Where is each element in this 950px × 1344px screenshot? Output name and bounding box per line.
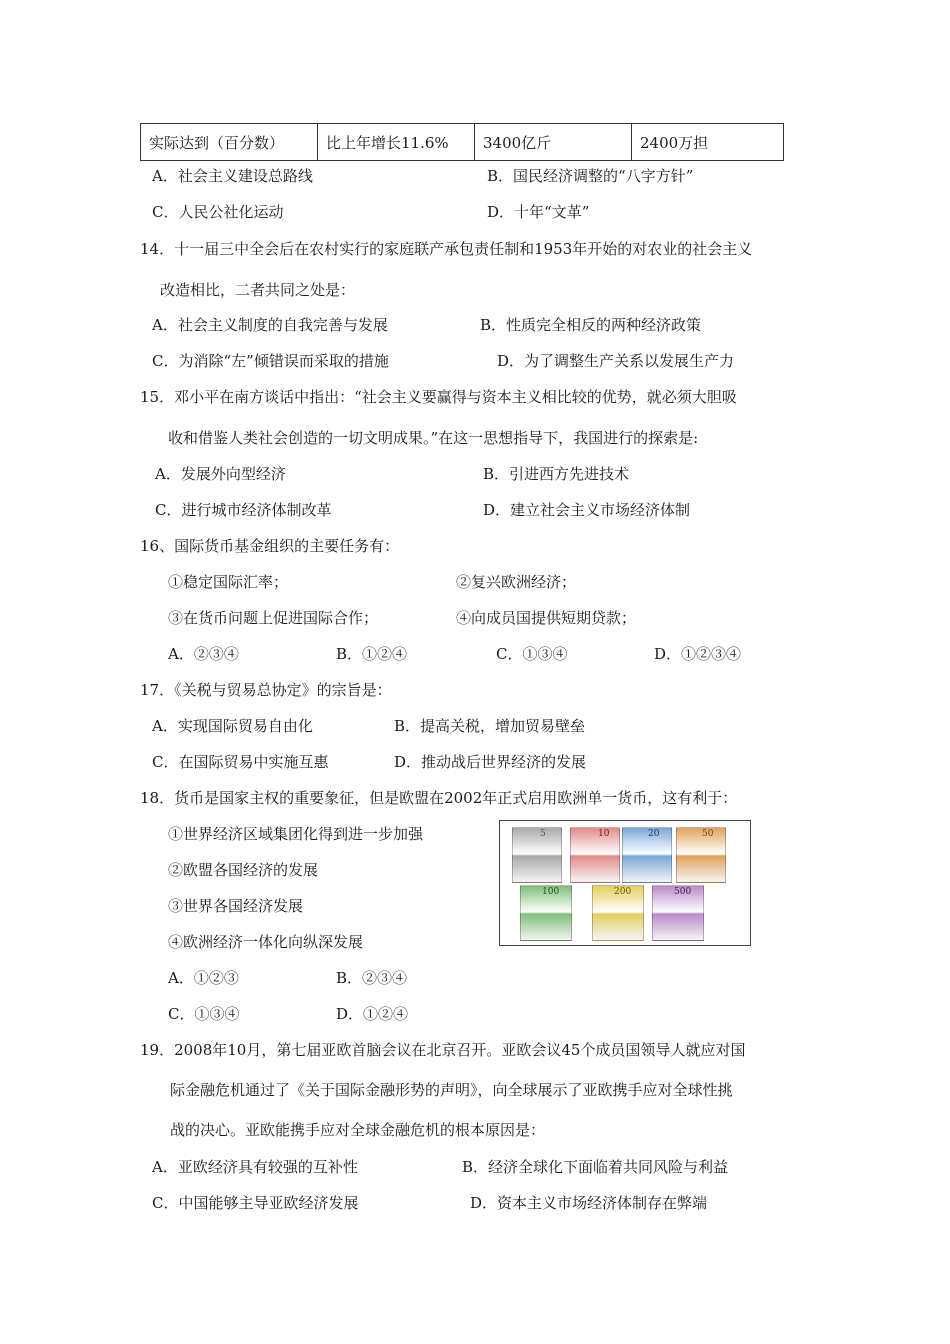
table-cell: 3400亿斤	[475, 124, 632, 161]
q18-item-4: ④欧洲经济一体化向纵深发展	[168, 933, 364, 951]
banknote-100-label: 100	[542, 887, 560, 897]
banknote-200-label: 200	[614, 887, 632, 897]
table-cell: 实际达到（百分数）	[141, 124, 318, 161]
q19-option-d[interactable]: D．资本主义市场经济体制存在弊端	[470, 1194, 708, 1212]
q18-item-2: ②欧盟各国经济的发展	[168, 861, 319, 879]
q16-option-d[interactable]: D．①②③④	[654, 645, 742, 663]
q15-option-c[interactable]: C．进行城市经济体制改革	[155, 501, 332, 519]
table-cell: 比上年增长11.6%	[318, 124, 475, 161]
q19-stem-line2: 际金融危机通过了《关于国际金融形势的声明》，向全球展示了亚欧携手应对全球性挑	[170, 1081, 733, 1099]
q18-item-3: ③世界各国经济发展	[168, 897, 304, 915]
banknote-50-label: 50	[702, 829, 714, 839]
q14-option-d[interactable]: D．为了调整生产关系以发展生产力	[497, 352, 735, 370]
q19-option-a[interactable]: A．亚欧经济具有较强的互补性	[152, 1158, 358, 1176]
q13-option-b[interactable]: B．国民经济调整的“八字方针”	[487, 167, 694, 185]
banknote-20	[622, 827, 672, 883]
q19-option-c[interactable]: C．中国能够主导亚欧经济发展	[152, 1194, 359, 1212]
q19-option-b[interactable]: B．经济全球化下面临着共同风险与利益	[462, 1158, 729, 1176]
table-row	[141, 124, 784, 161]
q16-item-1: ①稳定国际汇率；	[168, 573, 289, 591]
banknote-10-label: 10	[598, 829, 610, 839]
q18-option-d[interactable]: D．①②④	[336, 1005, 409, 1023]
q17-option-c[interactable]: C．在国际贸易中实施互惠	[152, 753, 329, 771]
q18-stem: 18．货币是国家主权的重要象征，但是欧盟在2002年正式启用欧洲单一货币，这有利于：	[140, 789, 738, 807]
q14-option-c[interactable]: C．为消除“左”倾错误而采取的措施	[152, 352, 389, 370]
q18-option-a[interactable]: A．①②③	[168, 969, 239, 987]
q19-stem-line1: 19．2008年10月，第七届亚欧首脑会议在北京召开。亚欧会议45个成员国领导人就应对国	[140, 1041, 746, 1059]
q19-stem-line3: 战的决心。亚欧能携手应对全球金融危机的根本原因是：	[170, 1121, 546, 1139]
q13-option-a[interactable]: A．社会主义建设总路线	[152, 167, 313, 185]
q17-option-b[interactable]: B．提高关税，增加贸易壁垒	[394, 717, 586, 735]
q14-stem-line2: 改造相比，二者共同之处是：	[160, 281, 356, 299]
banknote-5-label: 5	[540, 829, 546, 839]
q16-option-a[interactable]: A．②③④	[168, 645, 239, 663]
banknote-5	[512, 827, 562, 883]
q16-option-c[interactable]: C．①③④	[496, 645, 568, 663]
q13-option-d[interactable]: D．十年“文革”	[487, 203, 590, 221]
q16-item-3: ③在货币问题上促进国际合作；	[168, 609, 379, 627]
q16-stem: 16、国际货币基金组织的主要任务有：	[140, 537, 400, 555]
q18-item-1: ①世界经济区域集团化得到进一步加强	[168, 825, 424, 843]
table-cell: 2400万担	[632, 124, 784, 161]
q16-option-b[interactable]: B．①②④	[336, 645, 408, 663]
q17-option-d[interactable]: D．推动战后世界经济的发展	[394, 753, 587, 771]
q15-stem-line2: 收和借鉴人类社会创造的一切文明成果。”在这一思想指导下，我国进行的探索是:	[168, 429, 699, 447]
q16-item-2: ②复兴欧洲经济；	[456, 573, 577, 591]
q16-item-4: ④向成员国提供短期贷款；	[456, 609, 637, 627]
q18-option-c[interactable]: C．①③④	[168, 1005, 240, 1023]
banknote-50	[676, 827, 726, 883]
banknote-10	[570, 827, 620, 883]
q15-stem-line1: 15．邓小平在南方谈话中指出：“社会主义要赢得与资本主义相比较的优势，就必须大胆吸	[140, 388, 737, 406]
banknote-500-label: 500	[674, 887, 692, 897]
euro-banknotes-image	[499, 820, 751, 946]
q15-option-d[interactable]: D．建立社会主义市场经济体制	[483, 501, 691, 519]
q18-option-b[interactable]: B．②③④	[336, 969, 408, 987]
q15-option-a[interactable]: A．发展外向型经济	[155, 465, 286, 483]
q13-option-c[interactable]: C．人民公社化运动	[152, 203, 284, 221]
q14-option-a[interactable]: A．社会主义制度的自我完善与发展	[152, 316, 388, 334]
q15-option-b[interactable]: B．引进西方先进技术	[483, 465, 630, 483]
q17-stem: 17．《关税与贸易总协定》的宗旨是：	[140, 681, 392, 699]
q14-stem-line1: 14．十一届三中全会后在农村实行的家庭联产承包责任制和1953年开始的对农业的社会主义	[140, 240, 753, 258]
q17-option-a[interactable]: A．实现国际贸易自由化	[152, 717, 313, 735]
target-table	[140, 123, 784, 161]
q14-option-b[interactable]: B．性质完全相反的两种经济政策	[480, 316, 702, 334]
banknote-20-label: 20	[648, 829, 660, 839]
